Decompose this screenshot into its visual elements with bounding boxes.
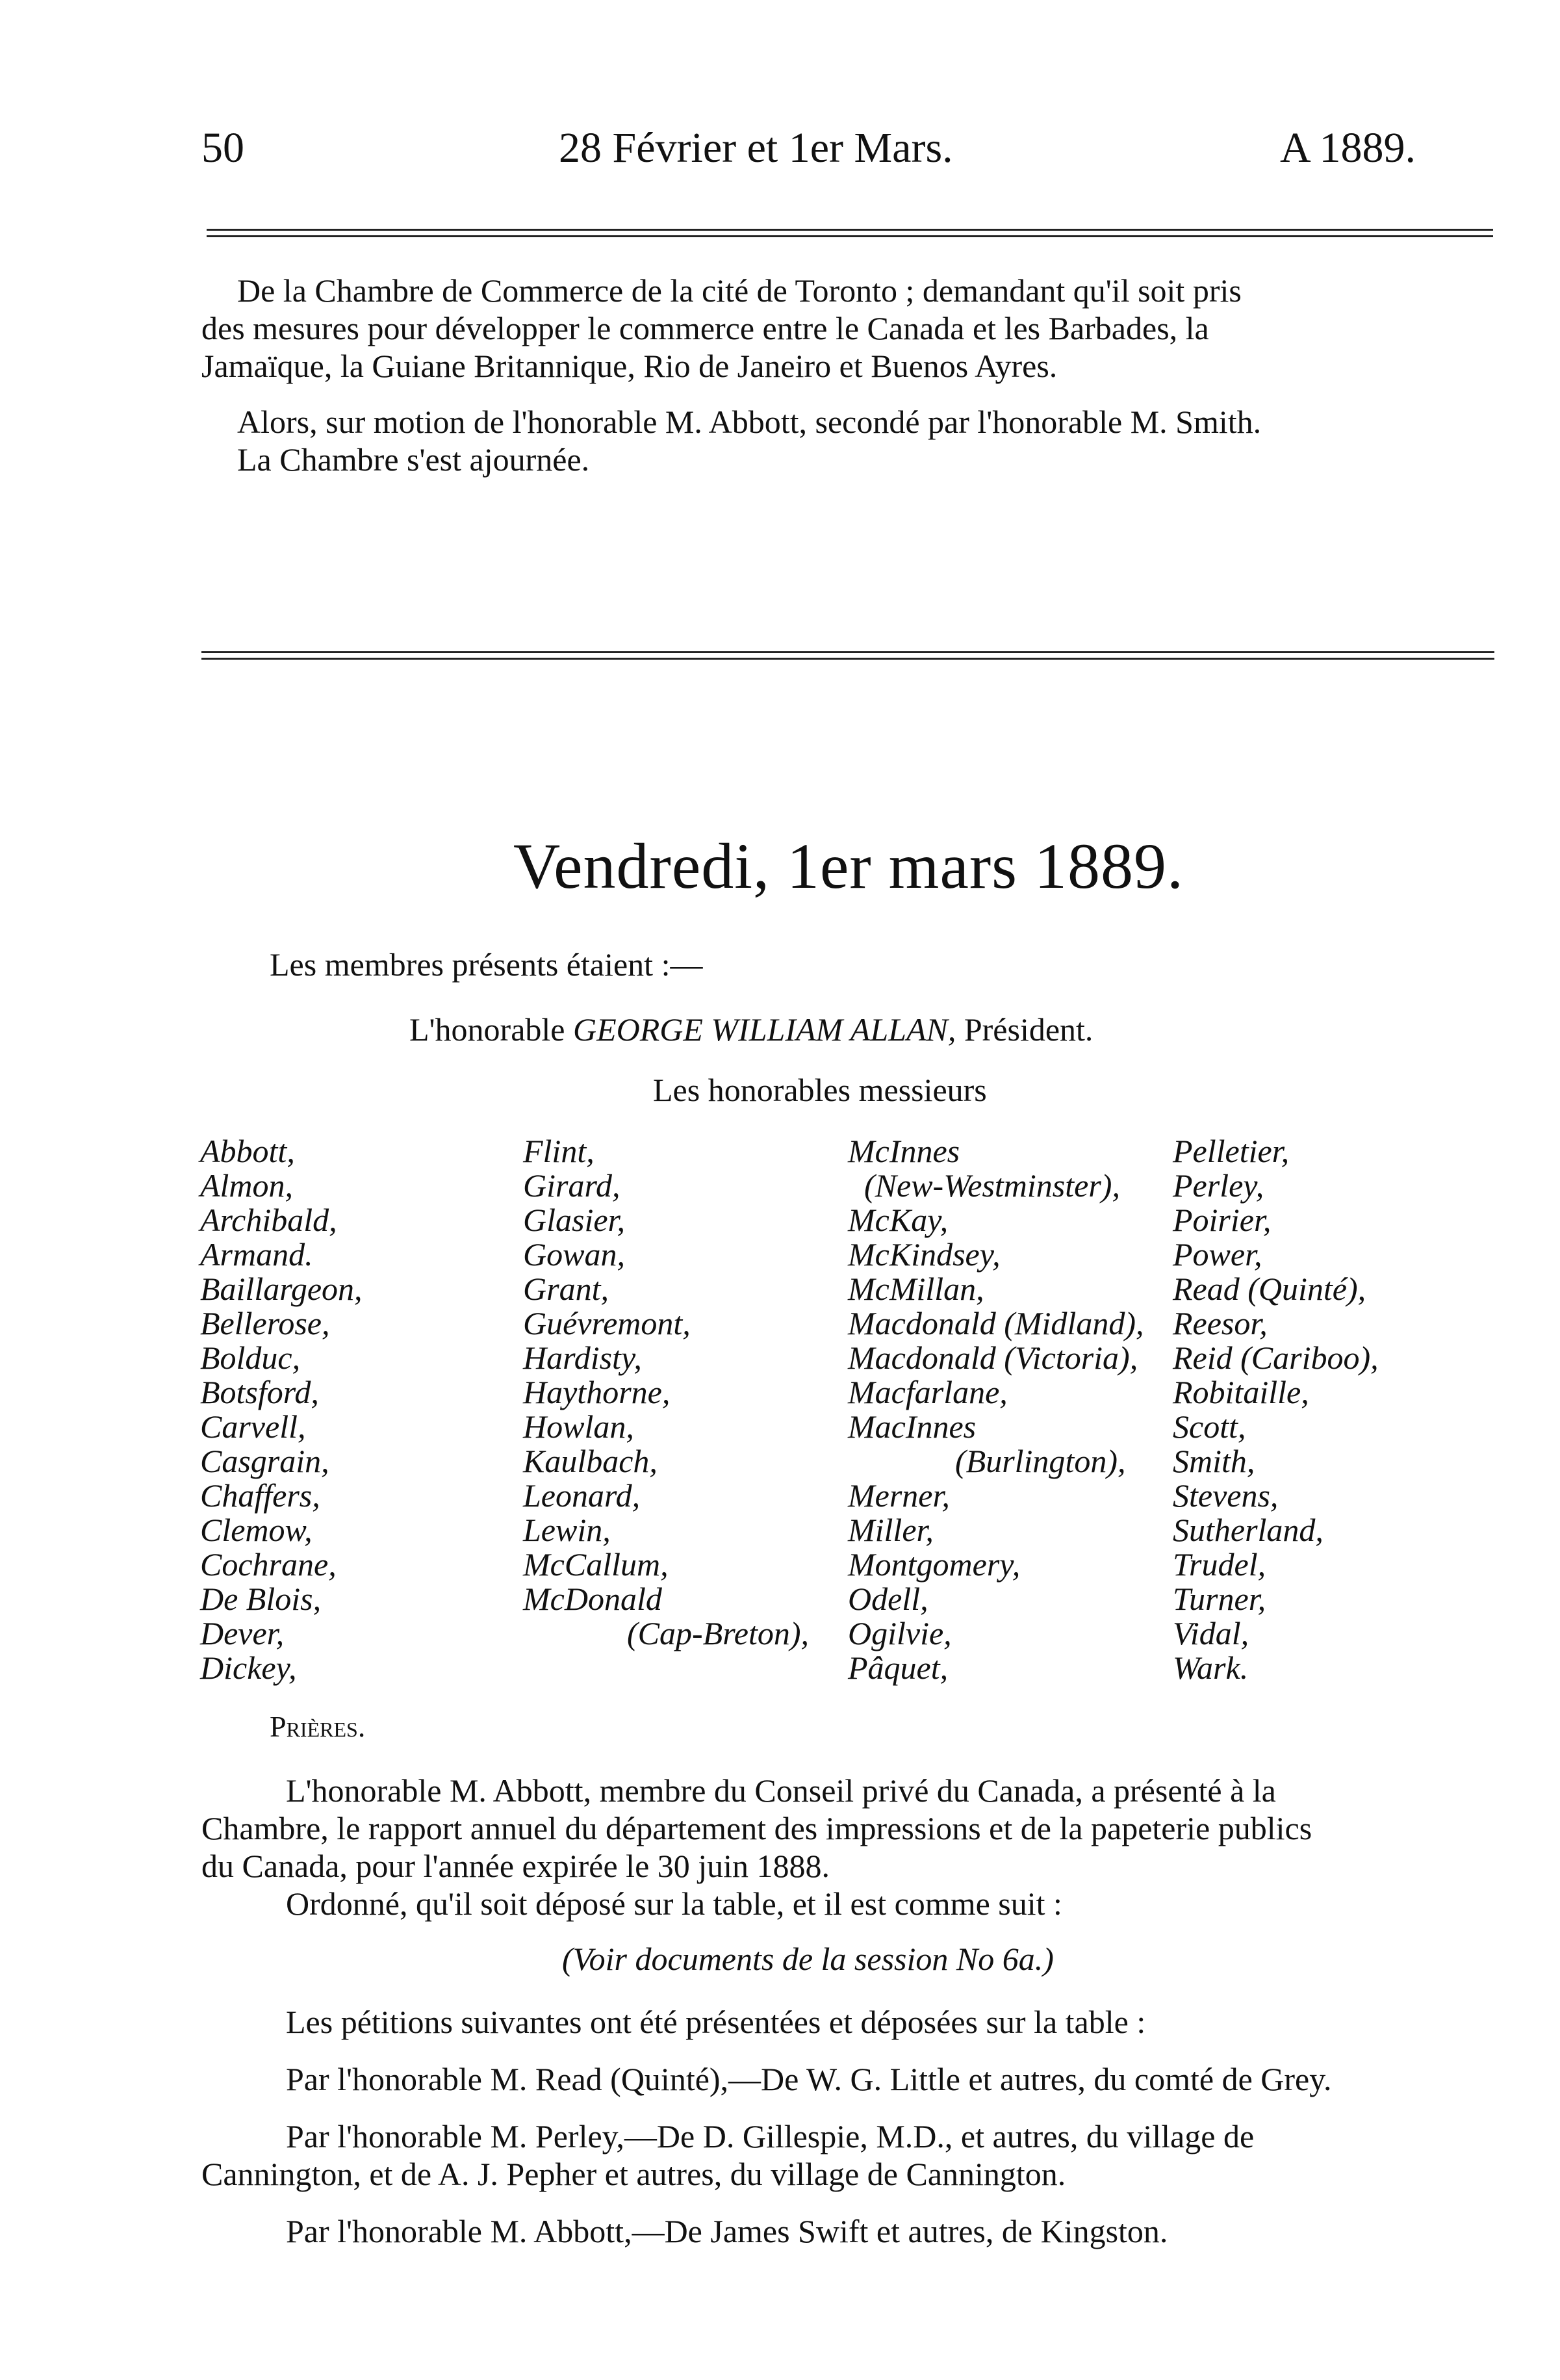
speaker-line <box>409 1011 1093 1048</box>
page-number: 50 <box>201 124 244 172</box>
report-line-3: du Canada, pour l'année expirée le 30 juin 1888. <box>201 1848 830 1884</box>
section-rule-top <box>201 651 1494 653</box>
header-rule-bottom <box>207 235 1493 237</box>
member-name: Pâquet, <box>848 1649 949 1686</box>
member-name: Leonard, <box>523 1477 641 1514</box>
member-name: Archibald, <box>200 1202 337 1238</box>
speaker-name: GEORGE WILLIAM ALLAN, <box>572 1011 956 1048</box>
member-name: Merner, <box>848 1477 950 1514</box>
member-name: Bellerose, <box>200 1305 330 1341</box>
members-column-4 <box>1173 1134 1379 1685</box>
member-name: Dever, <box>200 1615 285 1651</box>
member-name: Wark. <box>1173 1649 1249 1686</box>
members-heading: Les honorables messieurs <box>653 1072 987 1108</box>
member-name: Reid (Cariboo), <box>1173 1339 1379 1376</box>
member-name: McKay, <box>848 1202 949 1238</box>
running-title: 28 Février et 1er Mars. <box>559 124 953 172</box>
petition-line-1: De la Chambre de Commerce de la cité de Toronto ; demandant qu'il soit pris <box>237 272 1242 309</box>
members-column-3 <box>848 1134 1144 1685</box>
petition-read: Par l'honorable M. Read (Quinté),—De W. G. Little et autres, du comté de Grey. <box>286 2061 1332 2097</box>
day-title: Vendredi, 1er mars 1889. <box>513 830 1184 902</box>
member-name: Bolduc, <box>200 1339 301 1376</box>
member-name: Reesor, <box>1173 1305 1268 1341</box>
member-name: McMillan, <box>848 1271 984 1307</box>
member-name: Ogilvie, <box>848 1615 952 1651</box>
member-name: Vidal, <box>1173 1615 1249 1651</box>
member-name: Macdonald (Midland), <box>848 1305 1144 1341</box>
report-line-2: Chambre, le rapport annuel du département des impressions et de la papeterie publics <box>201 1810 1312 1846</box>
member-name: Miller, <box>848 1512 934 1548</box>
member-name: Glasier, <box>523 1202 625 1238</box>
members-column-2 <box>523 1134 809 1651</box>
member-name: Howlan, <box>523 1408 634 1445</box>
member-name: Lewin, <box>523 1512 611 1548</box>
members-column-1 <box>200 1134 363 1685</box>
member-name: Girard, <box>523 1167 620 1204</box>
member-name: Gowan, <box>523 1236 625 1273</box>
member-name: Perley, <box>1173 1167 1264 1204</box>
member-name: Botsford, <box>200 1374 319 1410</box>
member-name: De Blois, <box>200 1581 322 1617</box>
member-name: (Burlington), <box>955 1443 1126 1479</box>
member-name: McDonald <box>523 1581 662 1617</box>
member-name: Flint, <box>523 1133 595 1169</box>
motion-line: Alors, sur motion de l'honorable M. Abbott, secondé par l'honorable M. Smith. <box>237 404 1262 440</box>
member-name: Abbott, <box>200 1133 295 1169</box>
member-name: Macfarlane, <box>848 1374 1008 1410</box>
member-name: Scott, <box>1173 1408 1246 1445</box>
member-name: Turner, <box>1173 1581 1266 1617</box>
member-name: Casgrain, <box>200 1443 329 1479</box>
member-name: (Cap-Breton), <box>627 1615 810 1651</box>
report-line-1: L'honorable M. Abbott, membre du Conseil privé du Canada, a présenté à la <box>286 1772 1276 1809</box>
member-name: Baillargeon, <box>200 1271 363 1307</box>
member-name: MacInnes <box>848 1408 977 1445</box>
petition-perley-line-2: Cannington, et de A. J. Pepher et autres, du village de Cannington. <box>201 2156 1066 2192</box>
member-name: Power, <box>1173 1236 1262 1273</box>
member-name: Armand. <box>200 1236 313 1273</box>
petition-perley-line-1: Par l'honorable M. Perley,—De D. Gillespie, M.D., et autres, du village de <box>286 2118 1255 2154</box>
member-name: Kaulbach, <box>523 1443 658 1479</box>
member-name: Haythorne, <box>523 1374 671 1410</box>
member-name: Read (Quinté), <box>1173 1271 1366 1307</box>
petition-line-3: Jamaïque, la Guiane Britannique, Rio de Janeiro et Buenos Ayres. <box>201 348 1058 384</box>
member-name: Almon, <box>200 1167 294 1204</box>
member-name: Dickey, <box>200 1649 297 1686</box>
petitions-intro: Les pétitions suivantes ont été présentées et déposées sur la table : <box>286 2004 1146 2040</box>
member-name: Robitaille, <box>1173 1374 1309 1410</box>
adjourned-line: La Chambre s'est ajournée. <box>237 441 590 478</box>
member-name: Pelletier, <box>1173 1133 1290 1169</box>
speaker-role: Président. <box>964 1011 1093 1048</box>
petition-abbott: Par l'honorable M. Abbott,—De James Swift et autres, de Kingston. <box>286 2213 1168 2249</box>
member-name: (New-Westminster), <box>864 1167 1120 1204</box>
prayers-heading: Prières. <box>270 1710 366 1743</box>
running-year: A 1889. <box>1280 124 1416 172</box>
section-rule-bottom <box>201 658 1494 660</box>
member-name: Carvell, <box>200 1408 306 1445</box>
member-name: Grant, <box>523 1271 609 1307</box>
member-name: Guévremont, <box>523 1305 691 1341</box>
member-name: Stevens, <box>1173 1477 1279 1514</box>
present-intro: Les membres présents étaient :— <box>270 946 703 983</box>
header-rule-top <box>207 229 1493 231</box>
member-name: McInnes <box>848 1133 960 1169</box>
member-name: Poirier, <box>1173 1202 1272 1238</box>
petition-line-2: des mesures pour développer le commerce entre le Canada et les Barbades, la <box>201 310 1209 346</box>
member-name: Chaffers, <box>200 1477 320 1514</box>
ordered-line: Ordonné, qu'il soit déposé sur la table, et il est comme suit : <box>286 1885 1062 1922</box>
speaker-prefix: L'honorable <box>409 1011 565 1048</box>
member-name: Smith, <box>1173 1443 1255 1479</box>
see-documents-line: (Voir documents de la session No 6a.) <box>562 1941 1054 1977</box>
member-name: McKindsey, <box>848 1236 1001 1273</box>
member-name: Hardisty, <box>523 1339 642 1376</box>
member-name: Montgomery, <box>848 1546 1021 1583</box>
member-name: Macdonald (Victoria), <box>848 1339 1138 1376</box>
member-name: McCallum, <box>523 1546 669 1583</box>
member-name: Trudel, <box>1173 1546 1266 1583</box>
member-name: Clemow, <box>200 1512 313 1548</box>
member-name: Cochrane, <box>200 1546 337 1583</box>
member-name: Odell, <box>848 1581 928 1617</box>
member-name: Sutherland, <box>1173 1512 1323 1548</box>
